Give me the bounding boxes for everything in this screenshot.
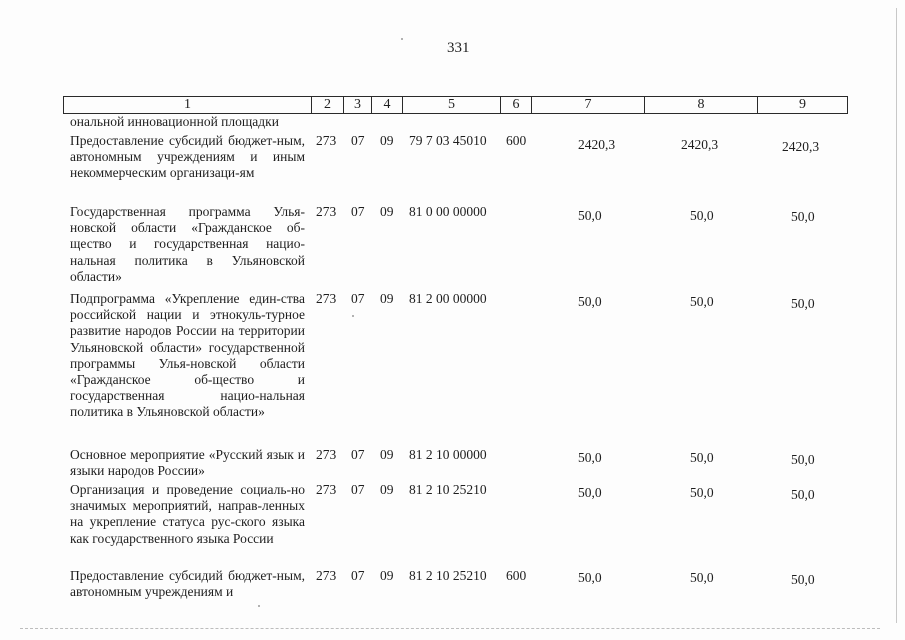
- cell-subsection: 09: [380, 568, 394, 583]
- cell-amount-7: 50,0: [578, 450, 602, 465]
- cell-amount-9: 50,0: [791, 452, 815, 467]
- header-col-4: 4: [371, 96, 403, 114]
- cell-ministry-code: 273: [316, 204, 337, 219]
- cell-amount-9: 50,0: [791, 572, 815, 587]
- cell-section: 07: [351, 204, 365, 219]
- scan-edge-bottom: [20, 628, 880, 630]
- cell-amount-8: 50,0: [690, 570, 714, 585]
- row-label: Подпрограмма «Укрепление един-ства российской нации и этнокуль-турное развитие народов России на территории Ульяновской области» государственной программы Улья-новской области «Гражданское об-щество и государственная нацио-нальная политика в Ульяновской области»: [70, 291, 305, 420]
- cell-amount-8: 2420,3: [681, 137, 719, 152]
- header-col-9: 9: [757, 96, 848, 114]
- header-col-8: 8: [644, 96, 758, 114]
- row-label: Предоставление субсидий бюджет-ным, автономным учреждениям и иным некоммерческим организаци-ям: [70, 133, 305, 181]
- scan-speck: [401, 38, 403, 40]
- header-col-2: 2: [311, 96, 344, 114]
- header-col-1: 1: [63, 96, 312, 114]
- row-label: Государственная программа Улья-новской области «Гражданское об-щество и государственная нацио-нальная политика в Ульяновской области»: [70, 204, 305, 284]
- cell-target-article: 81 0 00 00000: [409, 204, 487, 219]
- cell-amount-8: 50,0: [690, 294, 714, 309]
- cell-subsection: 09: [380, 447, 394, 462]
- cell-amount-8: 50,0: [690, 485, 714, 500]
- scan-speck: [352, 315, 354, 317]
- cell-subsection: 09: [380, 291, 394, 306]
- cell-section: 07: [351, 133, 365, 148]
- header-col-7: 7: [531, 96, 645, 114]
- cell-ministry-code: 273: [316, 291, 337, 306]
- cell-section: 07: [351, 291, 365, 306]
- cell-amount-7: 50,0: [578, 208, 602, 223]
- cell-section: 07: [351, 447, 365, 462]
- row-label: Организация и проведение социаль-но значимых мероприятий, направ-ленных на укрепление статуса рус-ского языка как государственного языка России: [70, 482, 305, 546]
- cell-ministry-code: 273: [316, 133, 337, 148]
- cell-target-article: 81 2 10 00000: [409, 447, 487, 462]
- row-label: ональной инновационной площадки: [70, 114, 279, 129]
- cell-amount-7: 50,0: [578, 294, 602, 309]
- cell-section: 07: [351, 482, 365, 497]
- cell-amount-7: 50,0: [578, 485, 602, 500]
- cell-target-article: 79 7 03 45010: [409, 133, 487, 148]
- row-label: Основное мероприятие «Русский язык и языки народов России»: [70, 447, 305, 479]
- cell-subsection: 09: [380, 204, 394, 219]
- scan-speck: [258, 605, 260, 607]
- scan-edge-right: [896, 8, 897, 623]
- header-col-6: 6: [500, 96, 532, 114]
- cell-target-article: 81 2 10 25210: [409, 482, 487, 497]
- cell-amount-9: 50,0: [791, 296, 815, 311]
- cell-ministry-code: 273: [316, 482, 337, 497]
- header-col-5: 5: [402, 96, 501, 114]
- cell-amount-7: 50,0: [578, 570, 602, 585]
- cell-amount-9: 50,0: [791, 209, 815, 224]
- cell-expense-type: 600: [506, 568, 527, 583]
- cell-expense-type: 600: [506, 133, 527, 148]
- cell-amount-8: 50,0: [690, 208, 714, 223]
- cell-amount-9: 2420,3: [782, 139, 820, 154]
- cell-amount-8: 50,0: [690, 450, 714, 465]
- cell-amount-9: 50,0: [791, 487, 815, 502]
- cell-subsection: 09: [380, 482, 394, 497]
- cell-target-article: 81 2 00 00000: [409, 291, 487, 306]
- cell-section: 07: [351, 568, 365, 583]
- header-col-3: 3: [343, 96, 372, 114]
- cell-amount-7: 2420,3: [578, 137, 616, 152]
- cell-ministry-code: 273: [316, 447, 337, 462]
- cell-subsection: 09: [380, 133, 394, 148]
- page-number: 331: [447, 40, 470, 56]
- cell-ministry-code: 273: [316, 568, 337, 583]
- cell-target-article: 81 2 10 25210: [409, 568, 487, 583]
- row-label: Предоставление субсидий бюджет-ным, автономным учреждениям и: [70, 568, 305, 600]
